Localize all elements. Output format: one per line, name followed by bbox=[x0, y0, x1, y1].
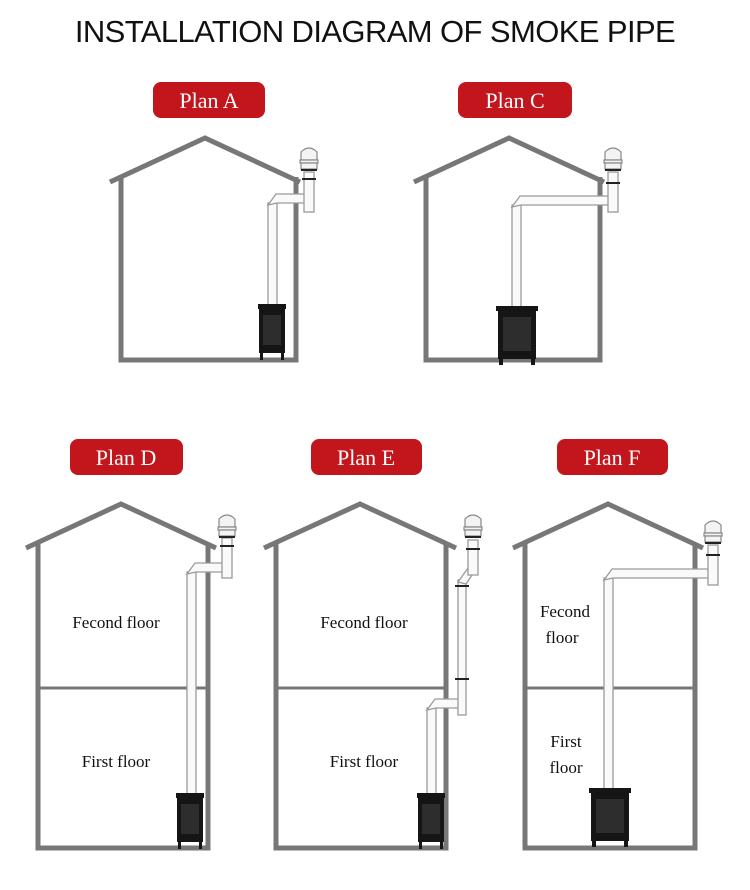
plan-f-lower-floor-label-2: floor bbox=[549, 758, 583, 777]
plan-e-badge bbox=[311, 439, 422, 475]
plan-a-badge bbox=[153, 82, 265, 118]
plan-f-stove bbox=[589, 788, 631, 847]
plan-c-badge bbox=[458, 82, 572, 118]
plan-d-chimney-pipe bbox=[187, 515, 236, 798]
plan-e bbox=[264, 439, 482, 849]
plan-f-badge bbox=[557, 439, 668, 475]
plan-e-upper-floor-label: Fecond floor bbox=[320, 613, 408, 632]
plan-c bbox=[414, 82, 622, 365]
plan-c-label: Plan C bbox=[485, 88, 545, 113]
plan-f bbox=[513, 439, 722, 848]
page-title: INSTALLATION DIAGRAM OF SMOKE PIPE bbox=[74, 14, 676, 49]
plan-f-lower-floor-label-1: First bbox=[550, 732, 582, 751]
plan-e-lower-floor-label: First floor bbox=[329, 752, 399, 771]
plan-d-lower-floor-label: First floor bbox=[81, 752, 151, 771]
plan-a-label: Plan A bbox=[179, 88, 239, 113]
plan-f-upper-floor-label-2: floor bbox=[545, 628, 579, 647]
plan-a-stove bbox=[258, 304, 286, 360]
plan-d-upper-floor-label: Fecond floor bbox=[72, 613, 160, 632]
plan-c-stove bbox=[496, 306, 538, 365]
plan-e-label: Plan E bbox=[336, 445, 396, 470]
plan-d-stove bbox=[176, 793, 204, 849]
plan-e-stove bbox=[417, 793, 445, 849]
plan-d-label: Plan D bbox=[95, 445, 157, 470]
plan-a bbox=[110, 82, 318, 360]
plan-f-upper-floor-label-1: Fecond bbox=[539, 602, 591, 621]
plan-d bbox=[26, 439, 236, 849]
plan-d-badge bbox=[70, 439, 183, 475]
plan-c-chimney-pipe bbox=[512, 148, 622, 311]
plan-e-chimney-pipe bbox=[427, 515, 482, 798]
plan-f-label: Plan F bbox=[583, 445, 641, 470]
plan-f-chimney-pipe bbox=[604, 521, 722, 793]
